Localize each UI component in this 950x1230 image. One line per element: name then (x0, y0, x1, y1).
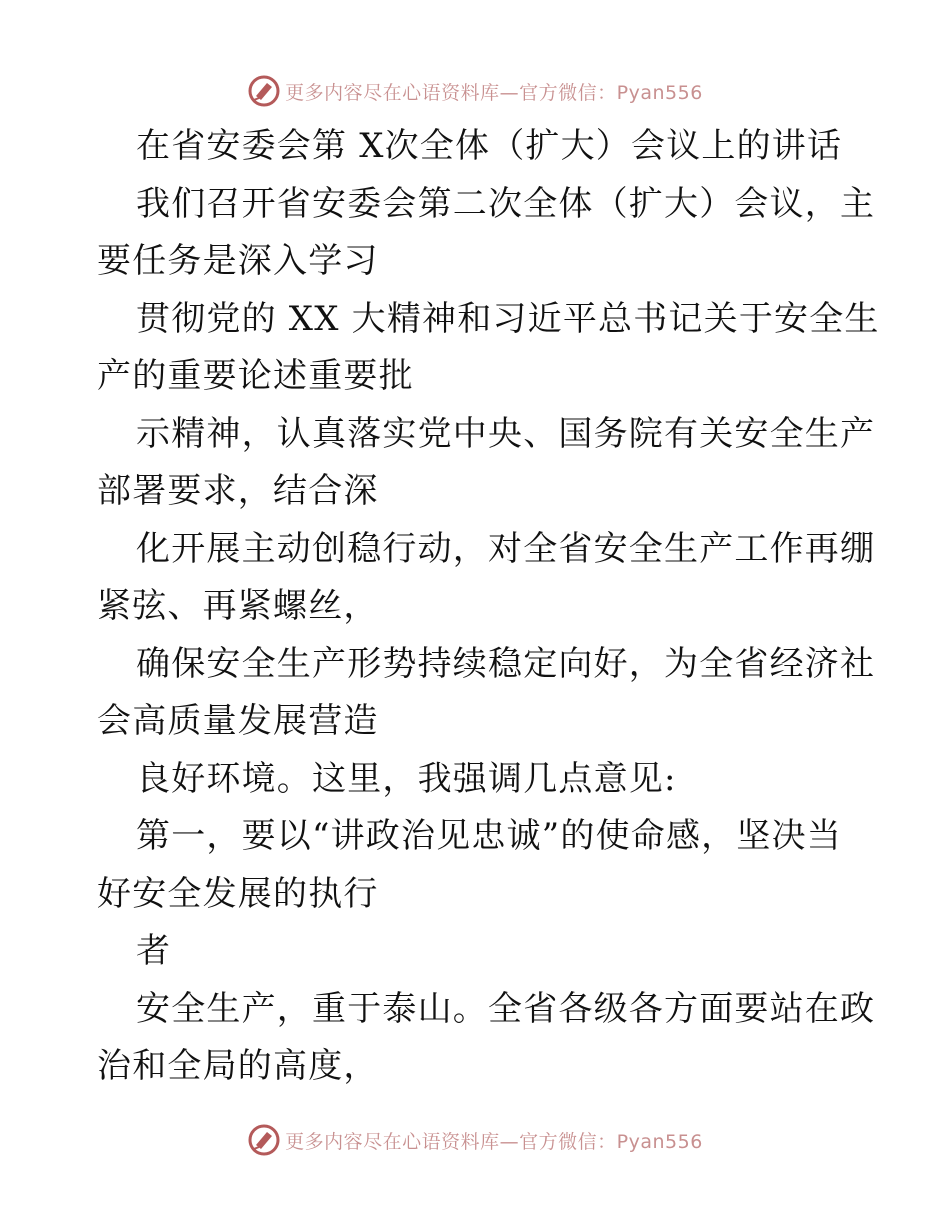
text-line: 第一，要以“讲政治见忠诚”的使命感，坚决当 (136, 816, 842, 856)
text-line: 良好环境。这里，我强调几点意见: (136, 758, 677, 799)
text-line: 贯彻党的 XX 大精神和习近平总书记关于安全生 (136, 298, 880, 339)
text-line: 安全生产，重于泰山。全省各级各方面要站在政 (136, 988, 876, 1029)
text-line: 产的重要论述重要批 (97, 356, 414, 396)
watermark-text: 更多内容尽在心语资料库—官方微信：Pyan556 (285, 81, 703, 104)
footer-watermark (0, 1120, 950, 1160)
book-pen-logo-icon (247, 74, 281, 108)
text-line: 在省安委会第 X次全体（扩大）会议上的讲话 (136, 126, 843, 166)
text-line: 部署要求，结合深 (97, 471, 379, 511)
text-line: 好安全发展的执行 (97, 873, 379, 914)
text-line: 者 (136, 931, 172, 971)
text-line: 紧弦、再紧螺丝， (97, 586, 379, 626)
text-line: 我们召开省安委会第二次全体（扩大）会议，主 (136, 183, 876, 224)
text-line: 会高质量发展营造 (97, 701, 379, 741)
text-line: 确保安全生产形势持续稳定向好，为全省经济社 (136, 643, 876, 684)
header-watermark (0, 71, 950, 111)
document-body (97, 118, 880, 1096)
watermark-text: 更多内容尽在心语资料库—官方微信：Pyan556 (285, 1130, 703, 1153)
text-line: 示精神，认真落实党中央、国务院有关安全生产 (136, 413, 876, 454)
text-line: 治和全局的高度， (97, 1046, 379, 1086)
text-line: 化开展主动创稳行动，对全省安全生产工作再绷 (136, 528, 876, 569)
book-pen-logo-icon (247, 1123, 281, 1157)
text-line: 要任务是深入学习 (97, 241, 379, 281)
